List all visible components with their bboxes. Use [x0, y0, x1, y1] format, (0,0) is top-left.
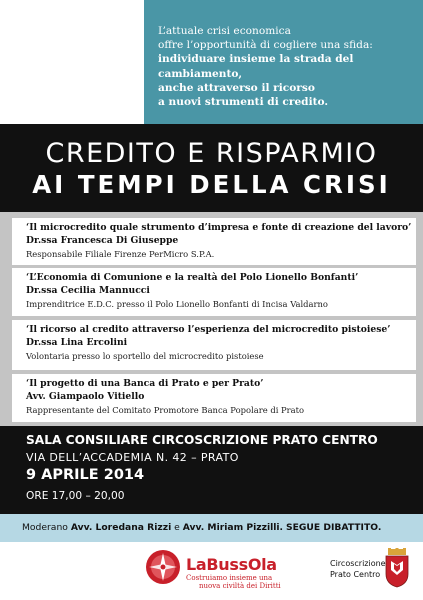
venue-name: SALA CONSILIARE CIRCOSCRIZIONE PRATO CENTRO [26, 433, 378, 447]
moderators-joiner: e [174, 522, 180, 533]
talk-speaker: Avv. Giampaolo Vitiello [26, 391, 145, 402]
prato-crest-icon [383, 548, 411, 588]
intro-line: cambiamento, [158, 67, 243, 80]
moderators-text [22, 522, 381, 533]
talk-card [12, 268, 416, 316]
labussola-name: LaBussOla [186, 555, 277, 574]
talk-speaker: Dr.ssa Lina Ercolini [26, 337, 128, 348]
event-title: CREDITO E RISPARMIO [45, 138, 378, 169]
intro-text [158, 24, 420, 109]
intro-line: individuare insieme la strada del [158, 53, 354, 66]
event-subtitle: AI TEMPI DELLA CRISI [32, 170, 391, 199]
talk-speaker-role: Responsabile Filiale Firenze PerMicro S.P.A. [26, 249, 215, 259]
talk-title: ‘Il ricorso al credito attraverso l’esperienza del microcredito pistoiese’ [26, 324, 391, 335]
talk-speaker-role: Imprenditrice E.D.C. presso il Polo Lionello Bonfanti di Incisa Valdarno [26, 299, 328, 309]
labussola-tagline: Costruiamo insieme una [186, 574, 273, 582]
labussola-logo-icon [145, 549, 181, 585]
talk-card [12, 374, 416, 422]
moderator-name: Avv. Loredana Rizzi [70, 522, 172, 533]
debate-note: SEGUE DIBATTITO. [285, 522, 382, 533]
labussola-tagline: nuova civiltà dei Diritti [199, 582, 281, 590]
talk-speaker: Dr.ssa Cecilia Mannucci [26, 285, 150, 296]
talk-title: ‘Il progetto di una Banca di Prato e per Prato’ [26, 378, 264, 389]
intro-line: anche attraverso il ricorso [158, 81, 315, 94]
intro-line: a nuovi strumenti di credito. [158, 96, 329, 109]
talk-speaker-role: Rappresentante del Comitato Promotore Banca Popolare di Prato [26, 405, 305, 415]
talk-card [12, 320, 416, 370]
event-time: ORE 17,00 – 20,00 [26, 490, 125, 502]
talk-title: ‘Il microcredito quale strumento d’impresa e fonte di creazione del lavoro’ [26, 222, 412, 233]
talk-card [12, 218, 416, 265]
talk-title: ‘L’Economia di Comunione e la realtà del Polo Lionello Bonfanti’ [26, 272, 359, 283]
moderator-name: Avv. Miriam Pizzilli. [182, 522, 284, 533]
talk-speaker: Dr.ssa Francesca Di Giuseppe [26, 235, 179, 246]
circoscrizione-label: Circoscrizione [330, 559, 386, 568]
moderators-prefix: Moderano [22, 522, 68, 533]
talk-speaker-role: Volontaria presso lo sportello del microcredito pistoiese [26, 351, 264, 361]
event-date: 9 APRILE 2014 [26, 467, 145, 483]
circoscrizione-label: Prato Centro [330, 570, 381, 579]
intro-line: offre l’opportunità di cogliere una sfida: [158, 39, 373, 52]
venue-address: VIA DELL’ACCADEMIA N. 42 – PRATO [26, 451, 239, 464]
intro-line: L’attuale crisi economica [158, 25, 291, 37]
